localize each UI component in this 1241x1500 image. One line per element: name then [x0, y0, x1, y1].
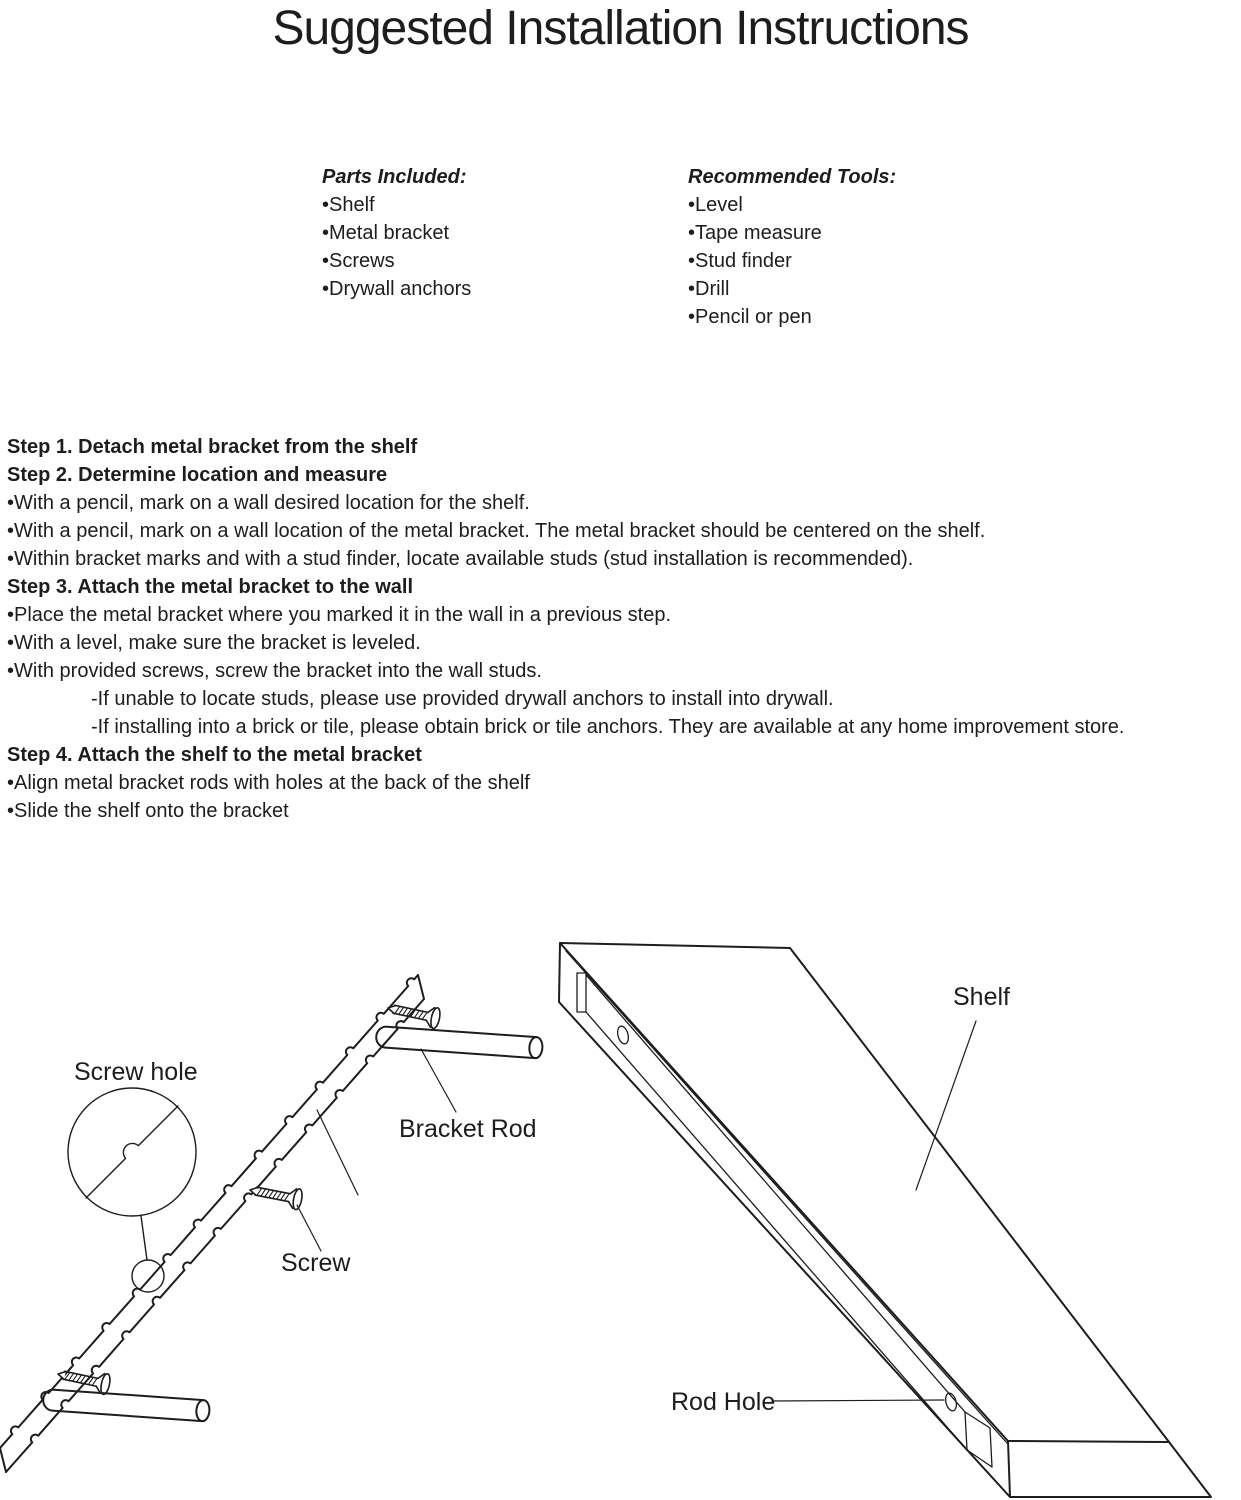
step-bullet: •Within bracket marks and with a stud finder, locate available studs (stud installation is recommended).: [7, 548, 914, 570]
rod-hole-label: Rod Hole: [671, 1388, 776, 1416]
metal-bracket: [0, 975, 424, 1472]
parts-item: •Metal bracket: [322, 222, 450, 244]
tools-item: •Drill: [688, 278, 730, 300]
parts-included-list: [322, 163, 471, 303]
bracket-top-cut: [418, 975, 424, 999]
bracket-rod-leader-line: [421, 1049, 456, 1112]
screw-leader-line: [297, 1205, 321, 1251]
shelf-drawing: [559, 943, 1211, 1497]
screw-hole-label: Screw hole: [74, 1058, 198, 1086]
screw-hole-magnifier: [68, 1088, 196, 1292]
detail-source-circle: [132, 1260, 164, 1292]
shelf-top-chamfer-line: [566, 951, 1007, 1443]
groove-upper-line: [586, 975, 965, 1412]
parts-item: •Screws: [322, 250, 395, 272]
step-bullet: •With a pencil, mark on a wall location of the metal bracket. The metal bracket should be centered on the shelf.: [7, 520, 986, 542]
step-subnote: -If installing into a brick or tile, please obtain brick or tile anchors. They are available at any home improvement store.: [91, 716, 1125, 738]
step-heading: Step 3. Attach the metal bracket to the wall: [7, 576, 414, 598]
groove-lower-line: [586, 1012, 967, 1450]
parts-item: •Drywall anchors: [322, 278, 472, 300]
page-title: Suggested Installation Instructions: [272, 2, 969, 55]
groove-left-cap: [577, 973, 586, 1012]
screw-label: Screw: [281, 1249, 351, 1277]
step-heading: Step 1. Detach metal bracket from the shelf: [7, 436, 418, 458]
tools-item: •Level: [688, 194, 743, 216]
tools-item: •Tape measure: [688, 222, 822, 244]
bracket-rod-bottom: [43, 1389, 211, 1422]
step-bullet: •Align metal bracket rods with holes at the back of the shelf: [7, 772, 530, 794]
shelf-leader-line: [916, 1021, 976, 1190]
recommended-tools-list: [688, 163, 896, 331]
rod-hole-leader-line: [772, 1400, 944, 1401]
groove-right-cap: [965, 1412, 992, 1467]
shelf-end-top-edge: [1008, 1441, 1169, 1442]
parts-heading: Parts Included:: [322, 166, 467, 188]
tools-item: •Pencil or pen: [688, 306, 812, 328]
step-bullet: •Place the metal bracket where you marked it in the wall in a previous step.: [7, 604, 671, 626]
step-bullet: •Slide the shelf onto the bracket: [7, 800, 289, 822]
parts-item: •Shelf: [322, 194, 375, 216]
installation-diagram: [0, 895, 1241, 1500]
step-bullet: •With provided screws, screw the bracket into the wall studs.: [7, 660, 542, 682]
bracket-leader-line: [317, 1110, 358, 1195]
step-bullet: •With a pencil, mark on a wall desired location for the shelf.: [7, 492, 530, 514]
bracket-front-edge: [6, 999, 424, 1472]
step-heading: Step 2. Determine location and measure: [7, 464, 388, 486]
step-subnote: -If unable to locate studs, please use provided drywall anchors to install into drywall.: [91, 688, 834, 710]
rod-hole-left: [616, 1025, 630, 1045]
tools-heading: Recommended Tools:: [688, 166, 897, 188]
steps-section: [7, 433, 1237, 825]
magnified-edge-with-hole: [86, 1106, 178, 1198]
shelf-front-top-edge: [560, 943, 1008, 1441]
magnifier-connector-line: [141, 1216, 147, 1260]
shelf-label: Shelf: [953, 983, 1010, 1011]
bracket-rod-label: Bracket Rod: [399, 1115, 537, 1143]
step-bullet: •With a level, make sure the bracket is leveled.: [7, 632, 421, 654]
bracket-bottom-cut: [0, 1448, 6, 1472]
bracket-rod-top: [376, 1026, 544, 1059]
step-heading: Step 4. Attach the shelf to the metal bracket: [7, 744, 422, 766]
shelf-end-corner-edge: [1008, 1441, 1010, 1497]
shelf-silhouette: [559, 943, 1211, 1497]
screw-middle: [248, 1180, 304, 1211]
tools-item: •Stud finder: [688, 250, 792, 272]
